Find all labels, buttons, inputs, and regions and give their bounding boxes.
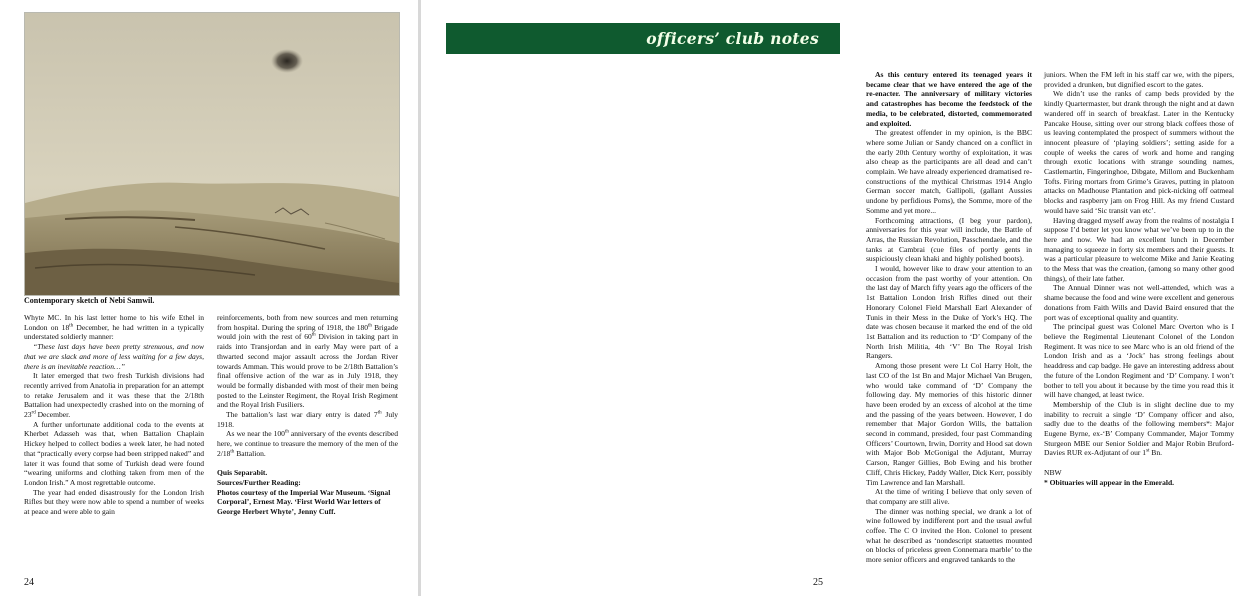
signoff: NBW: [1044, 467, 1062, 477]
section-title: officers’ club notes: [646, 29, 819, 48]
paragraph: Membership of the Club is in slight decline due to my inability to recruit a single ‘D’ Company officer and also, sadly due to the deaths of the following members*: Major Eugene Byrne, ex-‘B’ Company Commander, Major Tommy Sturgeon MBE our Senior Soldier and Major Robin Bruford-Davies RUR ex-Adjutant of our 1st Bn.: [1044, 399, 1234, 458]
left-page: [0, 0, 419, 596]
paragraph: I would, however like to draw your attention to an occasion from the past worthy of your attention. On the last day of March fifty years ago the officers of the 1st Battalion London Irish Rifles dined out their Honorary Colonel Field Marshall Earl Alexander of Tunis in their Mess in the Duke of York’s HQ. The date was chosen because it marked the end of the old 1st Battalion and its reduction to ‘D’ Company of the North Irish Militia, 4th ‘V’ Bn The Royal Irish Rangers.: [866, 264, 1032, 361]
nebi-samwil-sketch: [24, 12, 400, 296]
sources-text: Photos courtesy of the Imperial War Museum. ‘Signal Corporal’, Ernest May. ‘First World War letters of George Herbert Whyte’, Jenny Cuff.: [217, 487, 391, 517]
paragraph: Having dragged myself away from the realms of nostalgia I suppose I’d better let you know what we’ve been up to in the here and now. We had an excellent lunch in December managing to squeeze in forty six members and their guests. It was a particular pleasure to welcome Mike and Janie Keating to the Mess that was the creation, (among so many other good things), of their late father.: [1044, 215, 1234, 283]
paragraph: The Annual Dinner was not well-attended, which was a shame because the food and wine were excellent and generous donations from Faith Wills and David Baird ensured that the port was of exceptional quality and quantity.: [1044, 283, 1234, 322]
paragraph: The battalion’s last war diary entry is dated 7th July 1918.: [217, 410, 398, 429]
footnote: * Obituaries will appear in the Emerald.: [1044, 477, 1175, 487]
paragraph: The dinner was nothing special, we drank a lot of wine followed by indifferent port and the usual awful coffee. The C O invited the Hon. Colonel to present what he described as ‘nondescript statuettes mounted on blocks of priceless green Connemara marble’ to the more senior officers and engraved tankards to the: [866, 506, 1032, 565]
left-column-1: [24, 313, 204, 517]
paragraph: As we near the 100th anniversary of the events described here, we continue to treasure the memory of the men of the 2/18th Battalion.: [217, 429, 399, 458]
paragraph: At the time of writing I believe that only seven of that company are still alive.: [866, 487, 1032, 506]
paragraph: Whyte MC. In his last letter home to his wife Ethel in London on 18th December, he had written in a typically understated soldierly manner:: [24, 313, 204, 342]
page-number-right: 25: [813, 577, 823, 588]
photo-caption: Contemporary sketch of Nebi Samwil.: [24, 296, 155, 305]
sketch-image: [25, 13, 399, 295]
right-page: [421, 0, 1234, 596]
paragraph: Forthcoming attractions, (I beg your pardon), anniversaries for this year will include, the Battle of Arras, the Russian Revolution, Passchendaele, and the tanks at Cambrai (cue files of portly gents in suspiciously clean khaki and highly polished boots).: [866, 215, 1032, 264]
section-banner: [446, 23, 840, 54]
paragraph: The greatest offender in my opinion, is the BBC where some Julian or Sandy chanced on a conflict in the early 20th Century worthy of exploitation, it was also cheap as the participants are all dead and can’t complain. We have already experienced dramatised re-constructions of the mythical Christmas 1914 Anglo German soccer match, Gallipoli, (gallant Aussies undone by perfidious Poms), the Somme, more of the Somme and yet more...: [866, 128, 1032, 215]
sources-heading: Sources/Further Reading:: [217, 477, 301, 487]
left-column-2: [217, 313, 398, 517]
quote: “These last days have been pretty strenuous, and now that we are slack and more of less waiting for a few days, there is an inevitable reaction…”: [24, 342, 204, 371]
right-column-1: [866, 70, 1032, 565]
right-column-2: [1044, 70, 1234, 487]
paragraph: reinforcements, both from new sources and men returning from hospital. During the spring of 1918, the 180th Brigade would join with the rest of 60th Division in taking part in raids into Transjordan and in early May were part of a thwarted second major assault across the Jordan River towards Amman. This would prove to be 2/18th Battalion’s final offensive action of the war as in July 1918, they would be formally disbanded with most of their men being posted to the Leinster Regiment, the Royal Irish Regiment and the Royal Irish Fusiliers.: [217, 313, 398, 410]
paragraph: The year had ended disastrously for the London Irish Rifles but they were now able to spend a number of weeks at peace and were able to gain: [24, 487, 204, 517]
paragraph: It later emerged that two fresh Turkish divisions had recently arrived from Anatolia in preparation for an attempt to retake Jerusalem and it was these that the 2/18th Battalion had unexpectedly crashed into on the morning of 23rd December.: [24, 371, 204, 420]
signoff: Quis Separabit.: [217, 468, 268, 478]
paragraph: A further unfortunate additional coda to the events at Kherbet Adasseh was that, when Battalion Chaplain Hickey helped to collect bodies a week later, he had noted that “practically every corpse had been stripped naked” and later it was found that some of Turkish dead were found “wearing uniforms and clothing taken from men of the London Irish.” A most regrettable outcome.: [24, 419, 204, 487]
page-number-left: 24: [24, 577, 34, 588]
paragraph: Among those present were Lt Col Harry Holt, the last CO of the 1st Bn and Major Michael Van Brugen, who would take command of ‘D’ Company the following day. My memories of this historic dinner have been eroded by an excess of alcohol at the time and the passing of the years between. However, I do remember that Major Gordon Wills, the battalion second in command, presided, four past Commanding Officers’ Courtown, Irwin, Dorrity and Hood sat down with Major Bob McGonigal the Adjutant, Murray Carson, Ranger Gillies, Bob Ewing and his brother Cliff, Chris Hickey, Paddy Waller, Dick Kerr, possibly Tim Lawrence and Ian Marshall.: [866, 361, 1032, 487]
paragraph: juniors. When the FM left in his staff car we, with the pipers, provided a drunken, but dignified escort to the gates.: [1044, 70, 1234, 89]
paragraph: The principal guest was Colonel Marc Overton who is I believe the Regimental Lieutenant Colonel of the London Regiment. It was nice to see Marc who is an old friend of the London Irish and as a ‘Jock’ has strong feelings about headdress and cap badge. He gave an interesting address about the future of the London Regiment and ‘D’ Company. I won’t bother to tell you about it because by the time you read this it will have changed, at least twice.: [1044, 322, 1234, 400]
intro-paragraph: As this century entered its teenaged years it became clear that we have entered the age of the re-enacter. The anniversary of military victories and catastrophes has become the feedstock of the media, to be celebrated, distorted, commemorated and exploited.: [866, 70, 1032, 128]
paragraph: We didn’t use the ranks of camp beds provided by the kindly Quartermaster, but drank through the night and at dawn wandered off in search of breakfast. Later in the Kentucky Pancake House, sitting over our strong black coffees those of us leaving contemplated the prospect of summers without the innocent pleasure of ‘playing soldiers’; setting aside for a couple of weeks the cares of work and home and ranging through exotic locations with strange sounding names, Castlemartin, Fingeringhoe, Dibgate, Millom and Buckenham Tofts. Firing mortars from Grime’s Graves, putting in platoon attacks on Madhouse Plantation and pick-nicking off oatmeal blocks and raspberry jam on Frog Hill. As my friend Custard would have said ‘Sic transit van etc’.: [1044, 89, 1234, 215]
